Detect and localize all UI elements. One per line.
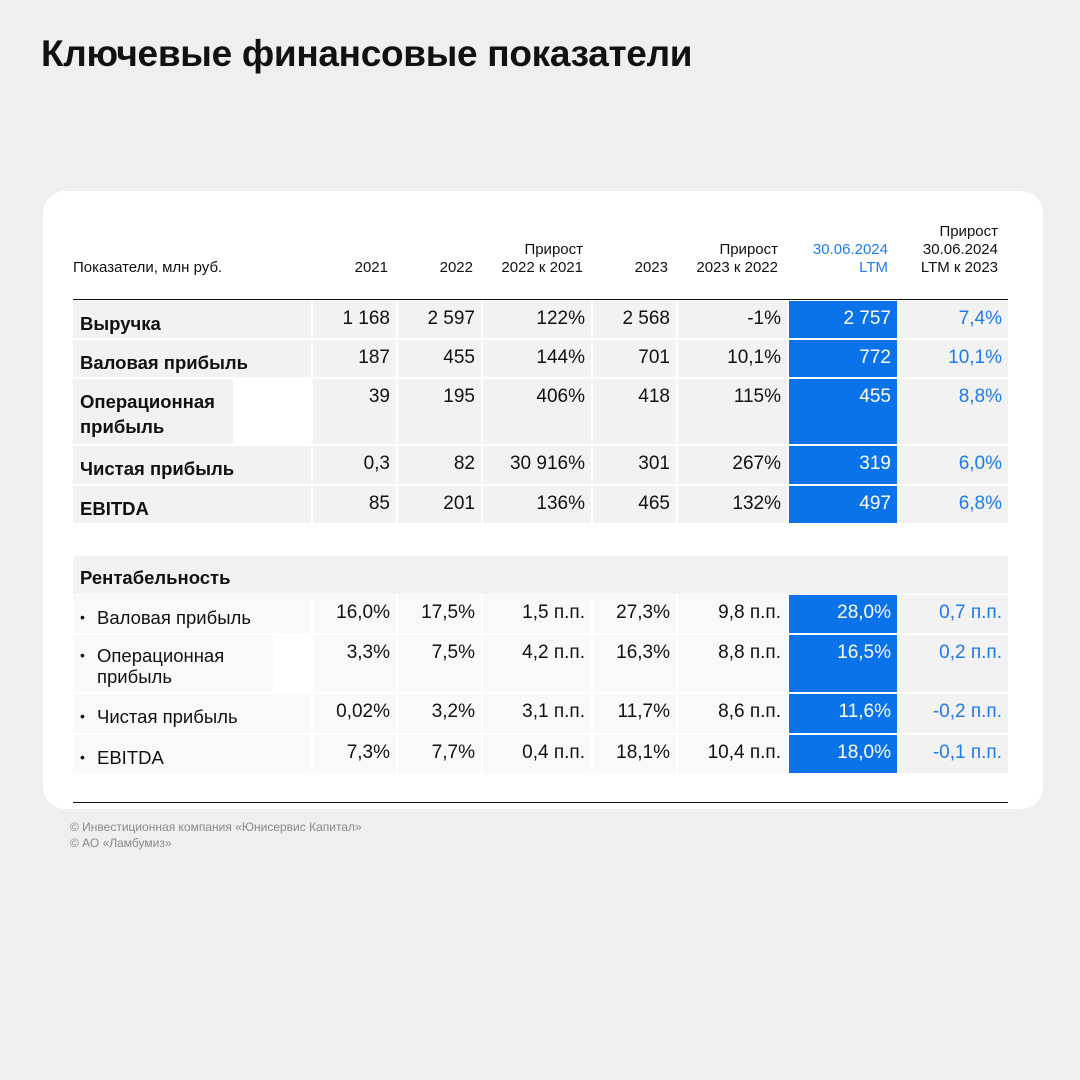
cell-g23: -1%: [678, 301, 787, 338]
row-label: Чистая прибыль: [97, 706, 238, 727]
cell-v2023: 11,7%: [593, 694, 676, 733]
row-label: EBITDA: [97, 747, 164, 768]
cell-g22: 144%: [483, 340, 591, 377]
cell-g22: 3,1 п.п.: [483, 694, 591, 733]
header-growth-2022: Прирост 2022 к 2021: [501, 241, 583, 276]
cell-gltm: 0,7 п.п.: [899, 595, 1008, 633]
cell-ltm: 11,6%: [789, 694, 897, 733]
cell-v2022: 7,7%: [398, 735, 481, 773]
cell-ltm: 16,5%: [789, 635, 897, 692]
table-bottom-rule: [73, 802, 1008, 803]
cell-g23: 10,1%: [678, 340, 787, 377]
cell-ltm: 497: [789, 486, 897, 523]
cell-v2023: 301: [593, 446, 676, 484]
cell-ltm: 2 757: [789, 301, 897, 338]
cell-label: Валовая прибыль: [73, 340, 311, 377]
cell-v2021: 85: [313, 486, 396, 523]
cell-g22: 0,4 п.п.: [483, 735, 591, 773]
row-label: Операционная прибыль: [97, 645, 225, 687]
cell-gltm: 10,1%: [899, 340, 1008, 377]
cell-gltm: 6,0%: [899, 446, 1008, 484]
table-row: [73, 735, 1008, 775]
cell-v2023: 465: [593, 486, 676, 523]
cell-v2023: 2 568: [593, 301, 676, 338]
table-row: [73, 694, 1008, 735]
footer: [70, 819, 362, 851]
page-title: Ключевые финансовые показатели: [41, 33, 693, 74]
cell-label: EBITDA: [73, 486, 311, 523]
table-row: [73, 379, 1008, 446]
cell-label: [73, 595, 311, 633]
cell-g22: 1,5 п.п.: [483, 595, 591, 633]
cell-v2022: 455: [398, 340, 481, 377]
cell-v2022: 195: [398, 379, 481, 444]
table-row: [73, 340, 1008, 379]
cell-gltm: 7,4%: [899, 301, 1008, 338]
cell-v2021: 187: [313, 340, 396, 377]
cell-v2021: 3,3%: [313, 635, 396, 692]
cell-gltm: -0,2 п.п.: [899, 694, 1008, 733]
cell-g22: 30 916%: [483, 446, 591, 484]
cell-g22: 406%: [483, 379, 591, 444]
table-header: [73, 221, 1008, 300]
cell-ltm: 455: [789, 379, 897, 444]
financial-table-card: [43, 191, 1043, 809]
header-2021: 2021: [354, 259, 388, 276]
cell-label: Операционная прибыль: [73, 379, 233, 444]
cell-v2023: 418: [593, 379, 676, 444]
cell-g22: 122%: [483, 301, 591, 338]
bullet-icon: •: [80, 647, 85, 663]
header-2023: 2023: [634, 259, 668, 276]
cell-v2022: 82: [398, 446, 481, 484]
cell-label: [73, 694, 311, 733]
bullet-icon: •: [80, 609, 85, 625]
cell-ltm: 772: [789, 340, 897, 377]
cell-v2021: 0,3: [313, 446, 396, 484]
table-row: [73, 486, 1008, 525]
cell-label: Выручка: [73, 301, 311, 338]
cell-v2021: 16,0%: [313, 595, 396, 633]
cell-gltm: -0,1 п.п.: [899, 735, 1008, 773]
table-row: [73, 635, 1008, 694]
bullet-icon: •: [80, 749, 85, 765]
cell-g23: 8,8 п.п.: [678, 635, 787, 692]
cell-label: [73, 635, 273, 692]
header-ltm: 30.06.2024 LTM: [812, 241, 888, 276]
cell-v2021: 39: [313, 379, 396, 444]
cell-g23: 115%: [678, 379, 787, 444]
cell-g23: 8,6 п.п.: [678, 694, 787, 733]
cell-v2022: 2 597: [398, 301, 481, 338]
cell-ltm: 18,0%: [789, 735, 897, 773]
cell-v2023: 18,1%: [593, 735, 676, 773]
cell-label: [73, 735, 311, 773]
cell-v2021: 7,3%: [313, 735, 396, 773]
cell-gltm: 0,2 п.п.: [899, 635, 1008, 692]
cell-v2022: 201: [398, 486, 481, 523]
header-2022: 2022: [439, 259, 473, 276]
cell-ltm: 319: [789, 446, 897, 484]
cell-g23: 132%: [678, 486, 787, 523]
financial-table: [73, 221, 1008, 768]
cell-g23: 10,4 п.п.: [678, 735, 787, 773]
table-row: [73, 301, 1008, 340]
cell-v2023: 16,3%: [593, 635, 676, 692]
cell-g22: 4,2 п.п.: [483, 635, 591, 692]
cell-v2021: 1 168: [313, 301, 396, 338]
cell-v2022: 17,5%: [398, 595, 481, 633]
cell-v2022: 7,5%: [398, 635, 481, 692]
footer-copyright-1: © Инвестиционная компания «Юнисервис Капитал»: [70, 820, 362, 834]
cell-g22: 136%: [483, 486, 591, 523]
cell-v2021: 0,02%: [313, 694, 396, 733]
margins-section-title: Рентабельность: [73, 556, 1008, 594]
header-indicator: Показатели, млн руб.: [73, 259, 223, 276]
footer-copyright-2: © АО «Ламбумиз»: [70, 836, 172, 850]
table-row: [73, 595, 1008, 635]
cell-g23: 267%: [678, 446, 787, 484]
table-row: [73, 446, 1008, 486]
bullet-icon: •: [80, 708, 85, 724]
cell-gltm: 8,8%: [899, 379, 1008, 444]
cell-gltm: 6,8%: [899, 486, 1008, 523]
header-growth-2023: Прирост 2023 к 2022: [696, 241, 778, 276]
cell-label: Чистая прибыль: [73, 446, 311, 484]
row-label: Валовая прибыль: [97, 607, 251, 628]
cell-ltm: 28,0%: [789, 595, 897, 633]
cell-v2023: 27,3%: [593, 595, 676, 633]
cell-g23: 9,8 п.п.: [678, 595, 787, 633]
cell-v2023: 701: [593, 340, 676, 377]
cell-v2022: 3,2%: [398, 694, 481, 733]
header-growth-ltm: Прирост 30.06.2024 LTM к 2023: [920, 223, 998, 276]
